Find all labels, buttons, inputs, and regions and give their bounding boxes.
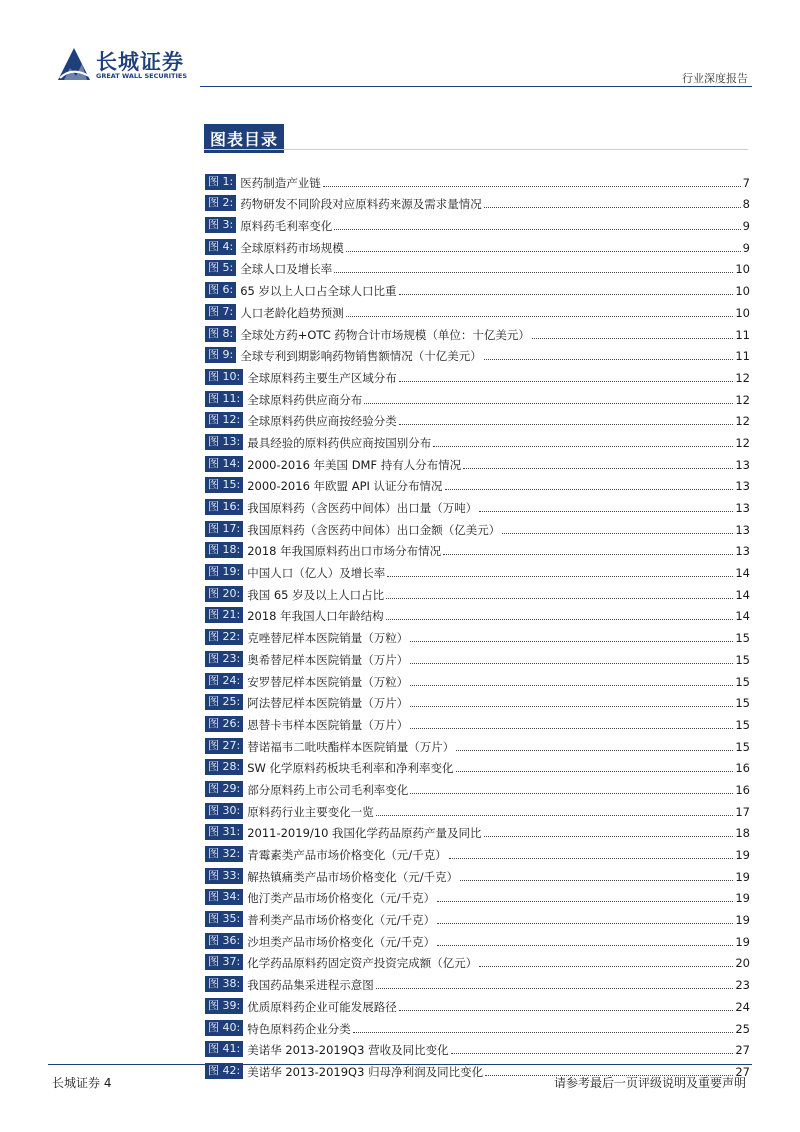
- toc-title-divider: [204, 149, 748, 150]
- dot-leader: [334, 272, 733, 273]
- figure-number: 图 9:: [205, 347, 236, 363]
- toc-entry[interactable]: [205, 862, 750, 884]
- dot-leader: [386, 619, 734, 620]
- page-number: 15: [735, 631, 750, 646]
- dot-leader: [386, 598, 733, 599]
- figure-number: 图 29:: [205, 781, 243, 797]
- figure-title: 普利类产品市场价格变化（元/千克）: [247, 913, 436, 928]
- page-number: 10: [735, 305, 750, 320]
- figure-number: 图 19:: [205, 564, 243, 580]
- dot-leader: [484, 207, 741, 208]
- great-wall-logo-icon: [56, 46, 92, 82]
- page-number: 8: [742, 197, 750, 212]
- figure-title: 替诺福韦二吡呋酯样本医院销量（万片）: [247, 739, 455, 754]
- page-number: 14: [735, 587, 750, 602]
- page-number: 15: [735, 739, 750, 754]
- figure-number: 图 42:: [205, 1063, 243, 1079]
- toc-entry[interactable]: [205, 276, 750, 298]
- dot-leader: [437, 945, 733, 946]
- page-number: 19: [735, 869, 750, 884]
- toc-entry[interactable]: [205, 840, 750, 862]
- toc-entry[interactable]: [205, 190, 750, 212]
- toc-entry[interactable]: [205, 992, 750, 1014]
- figure-title: 阿法替尼样本医院销量（万片）: [247, 696, 409, 711]
- dot-leader: [479, 966, 733, 967]
- dot-leader: [460, 880, 733, 881]
- figure-number: 图 41:: [205, 1041, 243, 1057]
- toc-entry[interactable]: [205, 949, 750, 971]
- figure-title: 全球原料药主要生产区域分布: [247, 370, 397, 385]
- figure-title: 克唑替尼样本医院销量（万粒）: [247, 631, 409, 646]
- figure-title: 我国药品集采进程示意图: [247, 978, 374, 993]
- figure-number: 图 4:: [205, 239, 236, 255]
- page-number: 13: [735, 544, 750, 559]
- figure-title: 全球原料药供应商按经验分类: [247, 414, 397, 429]
- toc-entry[interactable]: [205, 298, 750, 320]
- page-number: 9: [742, 240, 750, 255]
- figure-title: 全球专利到期影响药物销售额情况（十亿美元）: [240, 349, 482, 364]
- figure-number: 图 2:: [205, 195, 236, 211]
- dot-leader: [399, 381, 734, 382]
- figure-number: 图 38:: [205, 976, 243, 992]
- figure-number: 图 1:: [205, 174, 236, 190]
- toc-entry[interactable]: [205, 754, 750, 776]
- figure-title: 全球人口及增长率: [240, 262, 333, 277]
- figure-title: 全球原料药市场规模: [240, 240, 344, 255]
- page-number: 10: [735, 284, 750, 299]
- figure-title: 中国人口（亿人）及增长率: [247, 566, 386, 581]
- figure-title: 我国 65 岁及以上人口占比: [247, 587, 385, 602]
- figure-title: 2018 年我国人口年龄结构: [247, 609, 384, 624]
- dot-leader: [410, 641, 733, 642]
- dot-leader: [410, 706, 733, 707]
- toc-title: 图表目录: [204, 124, 284, 153]
- figure-title: 安罗替尼样本医院销量（万粒）: [247, 674, 409, 689]
- figure-number: 图 21:: [205, 607, 243, 623]
- toc-entry[interactable]: [205, 320, 750, 342]
- figure-number: 图 26:: [205, 716, 243, 732]
- page-number: 7: [742, 175, 750, 190]
- page-number: 12: [735, 370, 750, 385]
- figure-title: 奥希替尼样本医院销量（万片）: [247, 652, 409, 667]
- toc-entry[interactable]: [205, 428, 750, 450]
- page-number: 19: [735, 913, 750, 928]
- toc-entry[interactable]: [205, 797, 750, 819]
- dot-leader: [445, 489, 734, 490]
- toc-entry[interactable]: [205, 970, 750, 992]
- figure-title: 原料药毛利率变化: [240, 219, 333, 234]
- figure-number: 图 16:: [205, 499, 243, 515]
- dot-leader: [410, 793, 733, 794]
- figure-title: 青霉素类产品市场价格变化（元/千克）: [247, 848, 447, 862]
- figure-title: 医药制造产业链: [240, 175, 321, 190]
- toc-entry[interactable]: [205, 363, 750, 385]
- figure-title: 药物研发不同阶段对应原料药来源及需求量情况: [240, 197, 482, 212]
- figure-number: 图 14:: [205, 456, 243, 472]
- page-number: 14: [735, 566, 750, 581]
- figure-number: 图 31:: [205, 824, 243, 840]
- page-number: 25: [735, 1021, 750, 1036]
- page-number: 10: [735, 262, 750, 277]
- footer-divider: [48, 1064, 752, 1065]
- dot-leader: [399, 1010, 734, 1011]
- page-number: 12: [735, 392, 750, 407]
- page-number: 15: [735, 652, 750, 667]
- dot-leader: [410, 685, 733, 686]
- dot-leader: [456, 750, 733, 751]
- page-number: 9: [742, 219, 750, 234]
- figure-title: SW 化学原料药板块毛利率和净利率变化: [247, 761, 454, 776]
- figure-number: 图 15:: [205, 477, 243, 493]
- figure-number: 图 20:: [205, 586, 243, 602]
- figure-number: 图 36:: [205, 933, 243, 949]
- dot-leader: [443, 554, 733, 555]
- report-type: 行业深度报告: [682, 72, 748, 85]
- dot-leader: [387, 576, 733, 577]
- dot-leader: [346, 251, 741, 252]
- figure-title: 解热镇痛类产品市场价格变化（元/千克）: [247, 869, 459, 884]
- page-number: 12: [735, 414, 750, 429]
- dot-leader: [433, 446, 733, 447]
- toc-entry[interactable]: [205, 1036, 750, 1058]
- page-number: 19: [735, 848, 750, 862]
- figure-title: 我国原料药（含医药中间体）出口金额（亿美元）: [247, 522, 501, 537]
- figure-number: 图 3:: [205, 217, 236, 233]
- figure-number: 图 28:: [205, 759, 243, 775]
- figure-title: 65 岁以上人口占全球人口比重: [240, 284, 397, 299]
- page-number: 23: [735, 978, 750, 993]
- page-number: 24: [735, 999, 750, 1014]
- page-number: 15: [735, 717, 750, 732]
- toc-entry[interactable]: [205, 905, 750, 927]
- dot-leader: [456, 771, 734, 772]
- figure-number: 图 11:: [205, 391, 243, 407]
- figure-title: 美诺华 2013-2019Q3 归母净利润及同比变化: [247, 1064, 484, 1079]
- brand-name-en: GREAT WALL SECURITIES: [96, 72, 188, 80]
- figure-number: 图 40:: [205, 1020, 243, 1036]
- footer-disclaimer: 请参考最后一页评级说明及重要声明: [553, 1076, 746, 1090]
- page-number: 12: [735, 435, 750, 450]
- toc-entry[interactable]: [205, 602, 750, 624]
- figure-number: 图 30:: [205, 803, 243, 819]
- toc-entry[interactable]: [205, 407, 750, 429]
- dot-leader: [463, 468, 733, 469]
- page-number: 16: [735, 761, 750, 776]
- page-number: 19: [735, 934, 750, 949]
- toc-entry[interactable]: [205, 515, 750, 537]
- dot-leader: [532, 338, 733, 339]
- dot-leader: [437, 901, 733, 902]
- figure-number: 图 17:: [205, 521, 243, 537]
- page-number: 15: [735, 696, 750, 711]
- brand-name-cn: 长城证券: [96, 50, 184, 74]
- page-number: 27: [735, 1064, 750, 1079]
- figure-title: 2000-2016 年欧盟 API 认证分布情况: [247, 479, 443, 494]
- figure-title: 沙坦类产品市场价格变化（元/千克）: [247, 934, 436, 949]
- figure-title: 2011-2019/10 我国化学药品原药产量及同比: [247, 826, 482, 841]
- figure-number: 图 7:: [205, 304, 236, 320]
- figure-list: [205, 168, 750, 1079]
- page-number: 15: [735, 674, 750, 689]
- page-number: 13: [735, 457, 750, 472]
- figure-number: 图 18:: [205, 542, 243, 558]
- toc-entry[interactable]: [205, 1014, 750, 1036]
- figure-number: 图 8:: [205, 326, 236, 342]
- toc-entry[interactable]: [205, 623, 750, 645]
- dot-leader: [410, 728, 733, 729]
- toc-entry[interactable]: [205, 689, 750, 711]
- dot-leader: [449, 858, 734, 859]
- page-number: 19: [735, 891, 750, 906]
- figure-number: 图 5:: [205, 260, 236, 276]
- toc-entry[interactable]: [205, 558, 750, 580]
- dot-leader: [502, 533, 733, 534]
- page-number: 13: [735, 479, 750, 494]
- toc-entry[interactable]: [205, 385, 750, 407]
- page-number: 13: [735, 522, 750, 537]
- figure-number: 图 35:: [205, 911, 243, 927]
- dot-leader: [323, 186, 741, 187]
- dot-leader: [399, 424, 734, 425]
- page-number: 18: [735, 826, 750, 841]
- page-number: 13: [735, 501, 750, 515]
- page-number: 11: [735, 349, 750, 364]
- toc-entry[interactable]: [205, 168, 750, 190]
- page-number: 20: [735, 956, 750, 971]
- figure-number: 图 23:: [205, 651, 243, 667]
- dot-leader: [437, 923, 733, 924]
- toc-entry[interactable]: [205, 667, 750, 689]
- figure-number: 图 13:: [205, 434, 243, 450]
- page-number: 17: [735, 804, 750, 819]
- figure-title: 2018 年我国原料药出口市场分布情况: [247, 544, 442, 559]
- figure-number: 图 25:: [205, 694, 243, 710]
- figure-number: 图 10:: [205, 369, 243, 385]
- figure-title: 2000-2016 年美国 DMF 持有人分布情况: [247, 457, 462, 472]
- dot-leader: [484, 359, 734, 360]
- toc-entry[interactable]: [205, 493, 750, 515]
- dot-leader: [334, 229, 740, 230]
- dot-leader: [376, 815, 734, 816]
- figure-title: 全球处方药+OTC 药物合计市场规模（单位：十亿美元）: [240, 327, 530, 342]
- figure-title: 特色原料药企业分类: [247, 1021, 351, 1036]
- toc-entry[interactable]: [205, 472, 750, 494]
- dot-leader: [484, 836, 734, 837]
- figure-title: 恩替卡韦样本医院销量（万片）: [247, 717, 409, 732]
- toc-entry[interactable]: [205, 645, 750, 667]
- toc-entry[interactable]: [205, 233, 750, 255]
- figure-number: 图 27:: [205, 738, 243, 754]
- figure-number: 图 37:: [205, 954, 243, 970]
- figure-number: 图 32:: [205, 846, 243, 862]
- page-number: 14: [735, 609, 750, 624]
- dot-leader: [364, 403, 733, 404]
- figure-title: 他汀类产品市场价格变化（元/千克）: [247, 891, 436, 906]
- toc-entry[interactable]: [205, 580, 750, 602]
- toc-entry[interactable]: [205, 342, 750, 364]
- page-number: 27: [735, 1043, 750, 1058]
- figure-title: 原料药行业主要变化一览: [247, 804, 374, 819]
- footer-page-label: 长城证券 4: [52, 1076, 112, 1090]
- page-number: 16: [735, 782, 750, 797]
- figure-title: 人口老龄化趋势预测: [240, 305, 344, 320]
- figure-number: 图 34:: [205, 889, 243, 905]
- figure-number: 图 22:: [205, 629, 243, 645]
- figure-title: 部分原料药上市公司毛利率变化: [247, 782, 409, 797]
- dot-leader: [451, 1053, 734, 1054]
- toc-entry[interactable]: [205, 537, 750, 559]
- figure-title: 最具经验的原料药供应商按国别分布: [247, 435, 432, 450]
- page-number: 11: [735, 327, 750, 342]
- figure-number: 图 39:: [205, 998, 243, 1014]
- header-divider: [200, 86, 752, 87]
- toc-entry[interactable]: [205, 255, 750, 277]
- figure-title: 优质原料药企业可能发展路径: [247, 999, 397, 1014]
- figure-number: 图 24:: [205, 673, 243, 689]
- dot-leader: [410, 663, 733, 664]
- brand-logo: [56, 44, 196, 86]
- toc-entry[interactable]: [205, 775, 750, 797]
- toc-entry[interactable]: [205, 211, 750, 233]
- figure-title: 我国原料药（含医药中间体）出口量（万吨）: [247, 501, 478, 515]
- figure-title: 化学药品原料药固定资产投资完成额（亿元）: [247, 956, 478, 971]
- dot-leader: [399, 294, 734, 295]
- figure-title: 全球原料药供应商分布: [247, 392, 363, 407]
- dot-leader: [376, 988, 734, 989]
- toc-entry[interactable]: [205, 927, 750, 949]
- figure-number: 图 6:: [205, 282, 236, 298]
- dot-leader: [479, 511, 733, 512]
- toc-entry[interactable]: [205, 450, 750, 472]
- dot-leader: [346, 316, 734, 317]
- toc-entry[interactable]: [205, 819, 750, 841]
- toc-entry[interactable]: [205, 732, 750, 754]
- toc-entry[interactable]: [205, 710, 750, 732]
- figure-number: 图 12:: [205, 412, 243, 428]
- toc-entry[interactable]: [205, 884, 750, 906]
- figure-number: 图 33:: [205, 868, 243, 884]
- figure-title: 美诺华 2013-2019Q3 营收及同比变化: [247, 1043, 449, 1058]
- dot-leader: [353, 1032, 734, 1033]
